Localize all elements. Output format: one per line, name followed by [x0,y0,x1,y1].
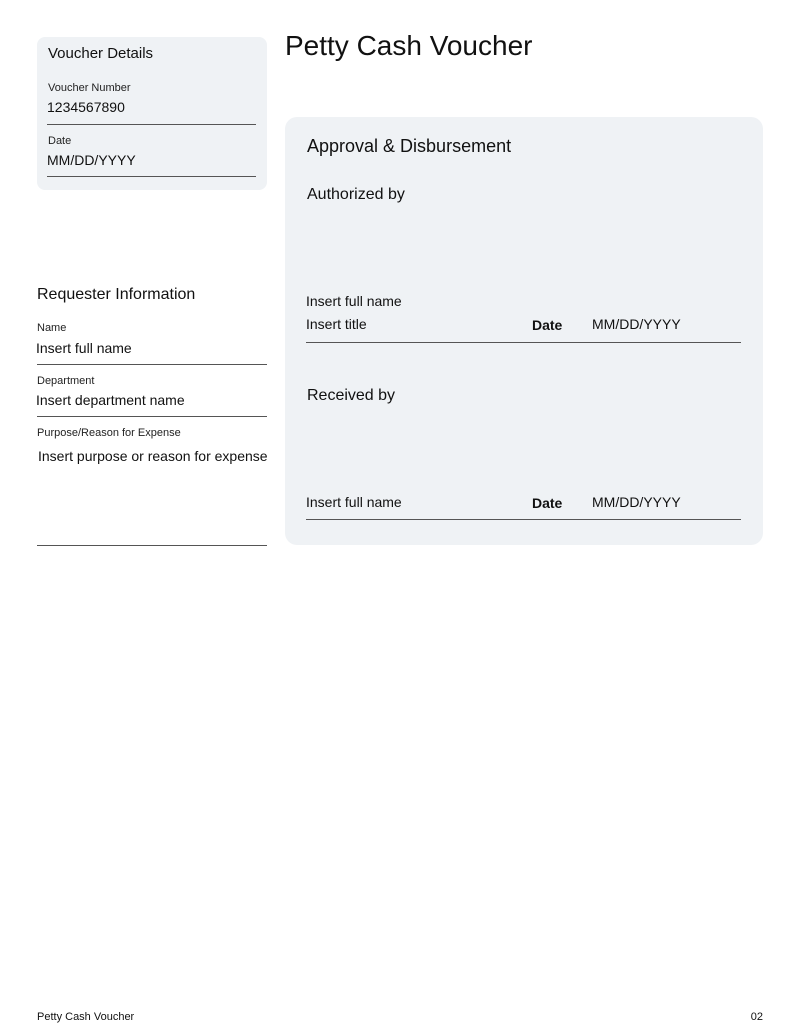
authorized-date-field[interactable]: MM/DD/YYYY [592,316,681,332]
page-title: Petty Cash Voucher [285,30,533,61]
divider [37,364,267,365]
divider [37,416,267,417]
authorized-title-field[interactable]: Insert title [306,316,367,332]
voucher-details-heading: Voucher Details [48,45,154,62]
department-field[interactable]: Insert department name [36,392,185,408]
divider [306,342,741,343]
purpose-field[interactable]: Insert purpose or reason for expense [38,448,268,464]
authorized-name-field[interactable]: Insert full name [306,293,402,309]
name-field[interactable]: Insert full name [36,340,132,356]
authorized-by-label: Authorized by [307,186,405,203]
divider [47,176,256,177]
voucher-number-field[interactable]: 1234567890 [47,99,125,115]
divider [306,519,741,520]
voucher-date-label: Date [48,135,72,147]
divider [47,124,256,125]
department-label: Department [37,375,95,387]
approval-heading: Approval & Disbursement [307,136,512,156]
requester-heading: Requester Information [37,286,196,303]
received-name-field[interactable]: Insert full name [306,494,402,510]
page-number: 02 [750,1011,763,1023]
divider [37,545,267,546]
received-date-field[interactable]: MM/DD/YYYY [592,494,681,510]
authorized-date-label: Date [532,317,563,333]
footer-title: Petty Cash Voucher [37,1011,135,1023]
received-date-label: Date [532,495,563,511]
purpose-label: Purpose/Reason for Expense [37,427,181,439]
voucher-date-field[interactable]: MM/DD/YYYY [47,152,136,168]
name-label: Name [37,322,67,334]
voucher-number-label: Voucher Number [48,82,131,94]
received-by-label: Received by [307,387,396,404]
